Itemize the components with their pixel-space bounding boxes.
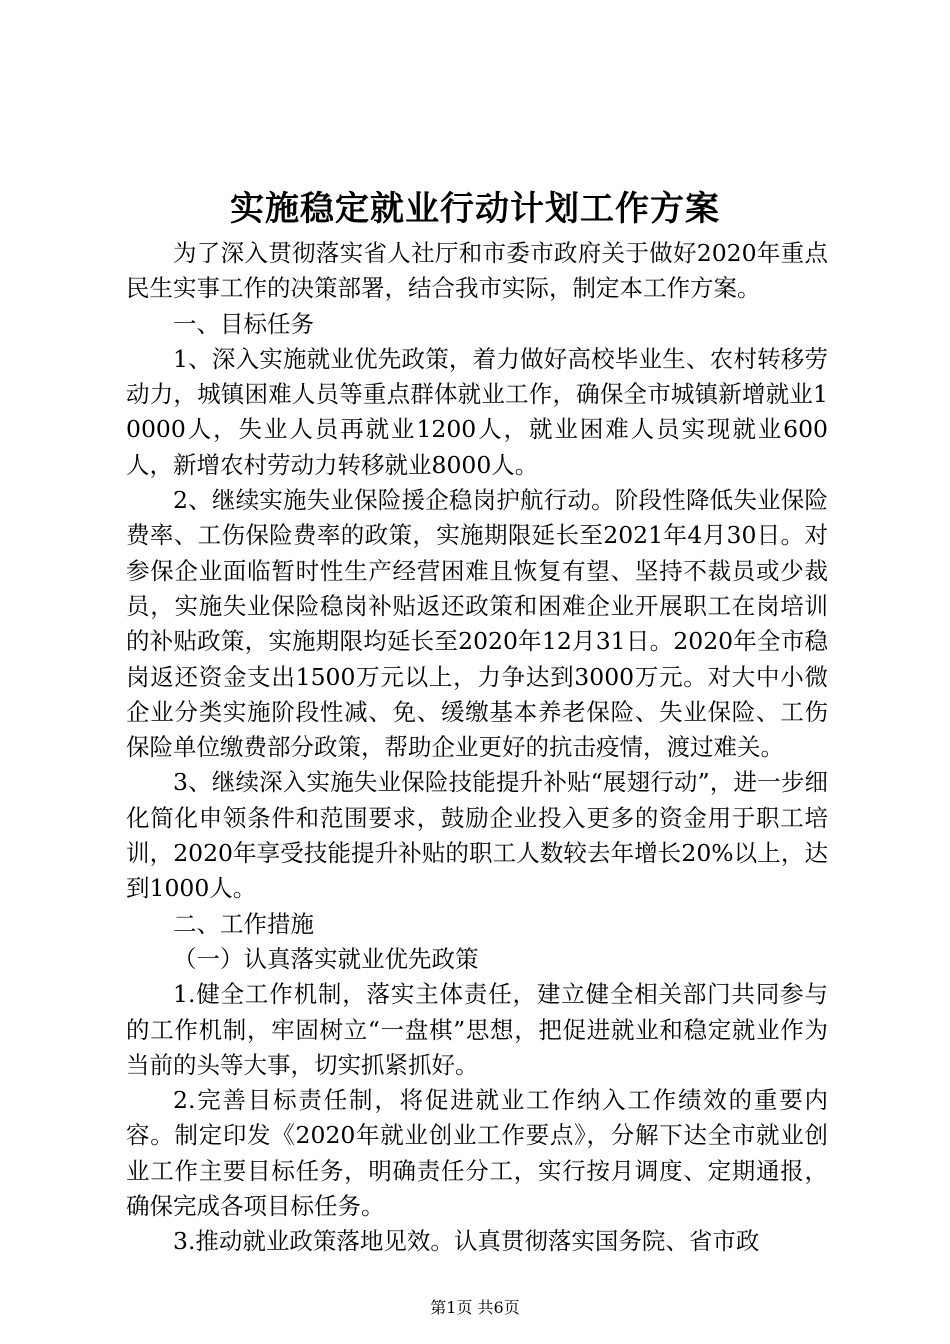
paragraph-intro: 为了深入贯彻落实省人社厅和市委市政府关于做好2020年重点民生实事工作的决策部署，结合我市实际，制定本工作方案。 (126, 239, 828, 303)
paragraph-measure-2: 2.完善目标责任制，将促进就业工作纳入工作绩效的重要内容。制定印发《2020年就业创业工作要点》，分解下达全市就业创业工作主要目标任务，明确责任分工，实行按月调度、定期通报，确保完成各项目标任务。 (126, 1086, 828, 1221)
section-heading-goals: 一、目标任务 (173, 309, 314, 338)
paragraph-goal-3: 3、继续深入实施失业保险技能提升补贴“展翅行动”，进一步细化简化申领条件和范围要求，鼓励企业投入更多的资金用于职工培训，2020年享受技能提升补贴的职工人数较去年增长20%以上，达到1000人。 (126, 768, 828, 903)
subsection-heading-policy: （一）认真落实就业优先政策 (173, 944, 479, 973)
paragraph-goal-1: 1、深入实施就业优先政策，着力做好高校毕业生、农村转移劳动力，城镇困难人员等重点群体就业工作，确保全市城镇新增就业10000人，失业人员再就业1200人，就业困难人员实现就业600人，新增农村劳动力转移就业8000人。 (126, 344, 828, 479)
document-body (126, 236, 828, 1260)
page-footer: 第1页 共6页 (430, 1298, 520, 1317)
section-heading-measures: 二、工作措施 (173, 909, 314, 938)
paragraph-measure-1: 1.健全工作机制，落实主体责任，建立健全相关部门共同参与的工作机制，牢固树立“一盘棋”思想，把促进就业和稳定就业作为当前的头等大事，切实抓紧抓好。 (126, 980, 828, 1079)
document-title: 实施稳定就业行动计划工作方案 (230, 189, 720, 229)
paragraph-goal-2: 2、继续实施失业保险援企稳岗护航行动。阶段性降低失业保险费率、工伤保险费率的政策，实施期限延长至2021年4月30日。对参保企业面临暂时性生产经营困难且恢复有望、坚持不裁员或少裁员，实施失业保险稳岗补贴返还政策和困难企业开展职工在岗培训的补贴政策，实施期限均延长至2020年12月31日。2020年全市稳岗返还资金支出1500万元以上，力争达到3000万元。对大中小微企业分类实施阶段性减、免、缓缴基本养老保险、失业保险、工伤保险单位缴费部分政策，帮助企业更好的抗击疫情，渡过难关。 (126, 486, 828, 762)
paragraph-measure-3: 3.推动就业政策落地见效。认真贯彻落实国务院、省市政 (173, 1227, 760, 1256)
